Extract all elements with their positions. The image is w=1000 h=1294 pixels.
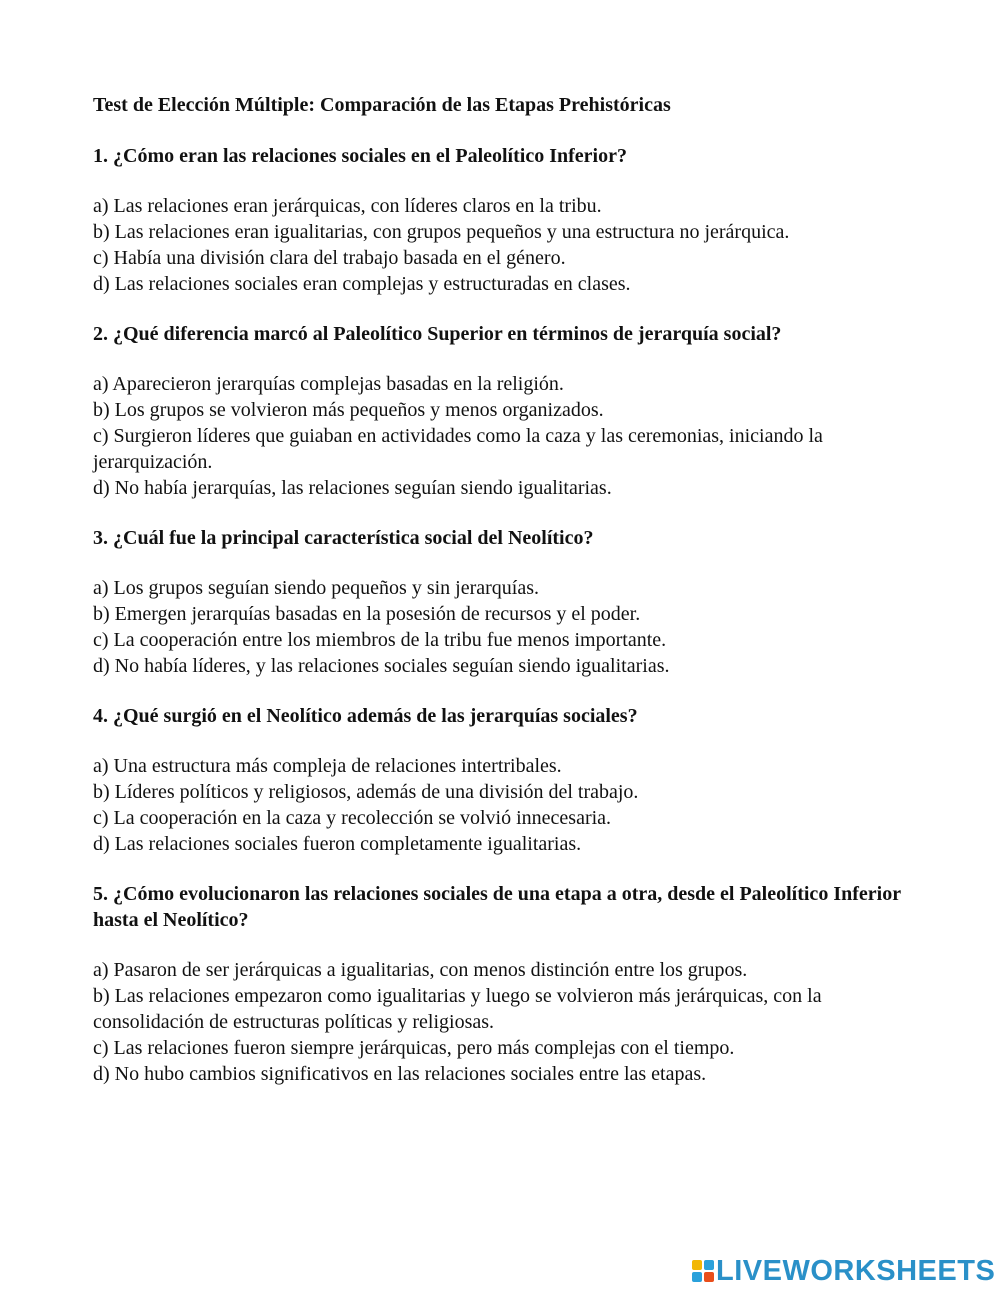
question-1: 1. ¿Cómo eran las relaciones sociales en el Paleolítico Inferior?	[93, 145, 627, 167]
option-1d: d) Las relaciones sociales eran complejas y estructuradas en clases.	[93, 273, 631, 295]
option-3b: b) Emergen jerarquías basadas en la posesión de recursos y el poder.	[93, 603, 641, 625]
option-4a: a) Una estructura más compleja de relaciones intertribales.	[93, 755, 562, 777]
liveworksheets-logo-icon	[692, 1260, 714, 1282]
option-3d: d) No había líderes, y las relaciones sociales seguían siendo igualitarias.	[93, 655, 670, 677]
option-5c: c) Las relaciones fueron siempre jerárquicas, pero más complejas con el tiempo.	[93, 1037, 735, 1059]
option-2a: a) Aparecieron jerarquías complejas basadas en la religión.	[93, 373, 564, 395]
question-block-1	[93, 143, 923, 297]
option-4b: b) Líderes políticos y religiosos, además de una división del trabajo.	[93, 781, 639, 803]
option-2d: d) No había jerarquías, las relaciones seguían siendo igualitarias.	[93, 477, 612, 499]
question-3: 3. ¿Cuál fue la principal característica social del Neolítico?	[93, 527, 594, 549]
option-1c: c) Había una división clara del trabajo basada en el género.	[93, 247, 566, 269]
worksheet-title: Test de Elección Múltiple: Comparación de las Etapas Prehistóricas	[93, 94, 671, 116]
option-2c: c) Surgieron líderes que guiaban en actividades como la caza y las ceremonias, iniciando la jerarquización.	[93, 425, 823, 473]
question-block-5	[93, 881, 923, 1087]
worksheet-page	[93, 92, 923, 1111]
option-5b: b) Las relaciones empezaron como igualitarias y luego se volvieron más jerárquicas, con la consolidación de estructuras políticas y religiosas.	[93, 985, 822, 1033]
question-4: 4. ¿Qué surgió en el Neolítico además de las jerarquías sociales?	[93, 705, 638, 727]
option-5d: d) No hubo cambios significativos en las relaciones sociales entre las etapas.	[93, 1063, 707, 1085]
question-block-2	[93, 321, 923, 501]
logo-text: LIVEWORKSHEETS	[716, 1255, 996, 1287]
option-5a: a) Pasaron de ser jerárquicas a igualitarias, con menos distinción entre los grupos.	[93, 959, 748, 981]
question-block-4	[93, 703, 923, 857]
option-3c: c) La cooperación entre los miembros de la tribu fue menos importante.	[93, 629, 667, 651]
question-block-3	[93, 525, 923, 679]
question-5: 5. ¿Cómo evolucionaron las relaciones sociales de una etapa a otra, desde el Paleolítico Inferior hasta el Neolítico?	[93, 883, 901, 931]
liveworksheets-logo	[692, 1257, 995, 1285]
option-2b: b) Los grupos se volvieron más pequeños y menos organizados.	[93, 399, 604, 421]
option-1a: a) Las relaciones eran jerárquicas, con líderes claros en la tribu.	[93, 195, 602, 217]
question-2: 2. ¿Qué diferencia marcó al Paleolítico Superior en términos de jerarquía social?	[93, 323, 782, 345]
option-4c: c) La cooperación en la caza y recolección se volvió innecesaria.	[93, 807, 612, 829]
option-3a: a) Los grupos seguían siendo pequeños y sin jerarquías.	[93, 577, 540, 599]
option-4d: d) Las relaciones sociales fueron completamente igualitarias.	[93, 833, 582, 855]
option-1b: b) Las relaciones eran igualitarias, con grupos pequeños y una estructura no jerárquica.	[93, 221, 790, 243]
